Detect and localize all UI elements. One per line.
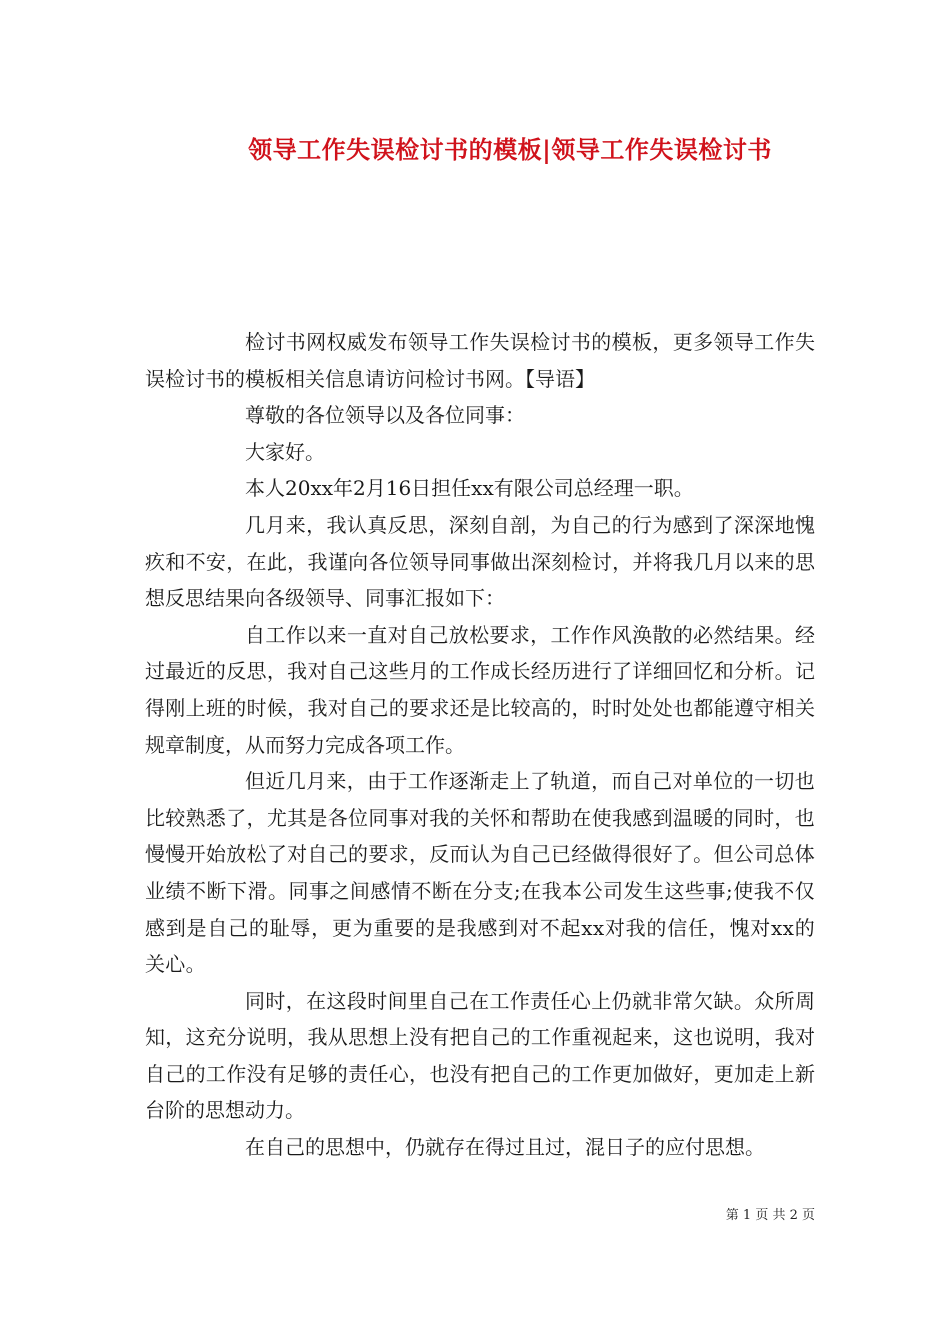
paragraph-intro: 检讨书网权威发布领导工作失误检讨书的模板，更多领导工作失误检讨书的模板相关信息请访问检讨书网。【导语】	[145, 330, 815, 391]
page-number: 第 1 页 共 2 页	[725, 1208, 815, 1223]
paragraph-greeting: 大家好。	[245, 439, 325, 464]
paragraph-mindset: 在自己的思想中，仍就存在得过且过，混日子的应付思想。	[245, 1135, 765, 1160]
paragraph-responsibility: 同时，在这段时间里自己在工作责任心上仍就非常欠缺。众所周知，这充分说明，我从思想上没有把自己的工作重视起来，这也说明，我对自己的工作没有足够的责任心，也没有把自己的工作更加做好，更加走上新台阶的思想动力。	[145, 988, 815, 1123]
paragraph-reflection: 几月来，我认真反思，深刻自剖，为自己的行为感到了深深地愧疚和不安，在此，我谨向各位领导同事做出深刻检讨，并将我几月以来的思想反思结果向各级领导、同事汇报如下：	[145, 512, 815, 611]
paragraph-salutation: 尊敬的各位领导以及各位同事：	[245, 403, 525, 428]
paragraph-position: 本人20xx年2月16日担任xx有限公司总经理一职。	[245, 476, 694, 501]
document-body	[145, 324, 815, 1166]
document-title: 领导工作失误检讨书的模板|领导工作失误检讨书	[248, 135, 772, 164]
paragraph-self-discipline: 自工作以来一直对自己放松要求，工作作风涣散的必然结果。经过最近的反思，我对自己这些月的工作成长经历进行了详细回忆和分析。记得刚上班的时候，我对自己的要求还是比较高的，时时处处也都能遵守相关规章制度，从而努力完成各项工作。	[145, 622, 815, 757]
paragraph-recent-months: 但近几月来，由于工作逐渐走上了轨道，而自己对单位的一切也比较熟悉了，尤其是各位同事对我的关怀和帮助在使我感到温暖的同时，也慢慢开始放松了对自己的要求，反而认为自己已经做得很好了。但公司总体业绩不断下滑。同事之间感情不断在分支;在我本公司发生这些事;使我不仅感到是自己的耻辱，更为重要的是我感到对不起xx对我的信任，愧对xx的关心。	[145, 769, 815, 977]
